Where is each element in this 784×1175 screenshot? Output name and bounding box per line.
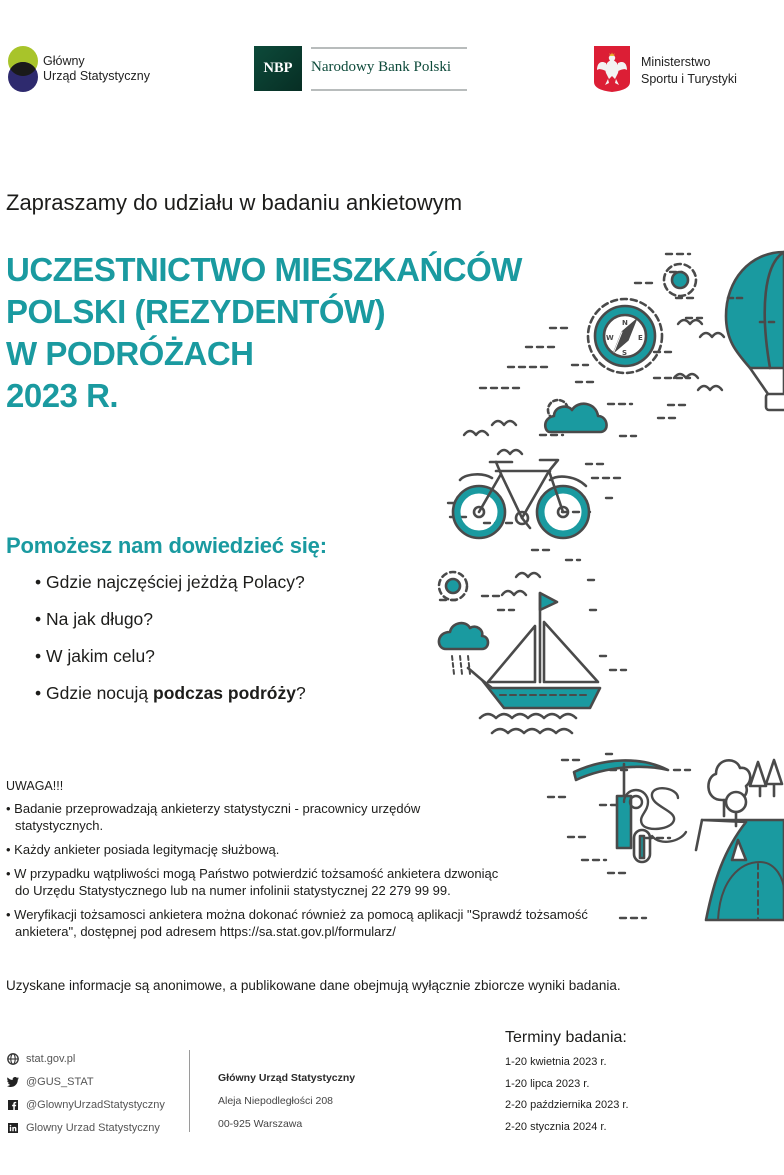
bicycle-icon [453, 460, 589, 538]
contact-text[interactable]: @GUS_STAT [26, 1075, 94, 1088]
address-name: Główny Urząd Statystyczny [218, 1072, 356, 1084]
title-line-2: POLSKI (REZYDENTÓW) [6, 293, 386, 330]
question-item: • Na jak długo? [35, 609, 154, 629]
gus-logo-text [43, 54, 150, 84]
title-line-1: UCZESTNICTWO MIESZKAŃCÓW [6, 251, 522, 288]
polish-eagle-shield-icon [594, 46, 630, 92]
gus-logo [6, 46, 166, 94]
svg-text:S: S [622, 349, 628, 357]
intro-text: Zapraszamy do udziału w badaniu ankietowym [6, 190, 463, 215]
trees-icon [708, 760, 782, 826]
rain-cloud-icon [439, 623, 488, 674]
sun-icon [664, 264, 696, 296]
notice-line: • Weryfikacji tożsamosci ankietera można dokonać również za pomocą aplikacji "Sprawdź tożsamość [6, 907, 588, 922]
notice-line: • W przypadku wątpliwości mogą Państwo potwierdzić tożsamość ankietera dzwoniąc [6, 866, 499, 881]
contact-text[interactable]: Glowny Urzad Statystyczny [26, 1121, 160, 1134]
msit-logo-line1: Ministerstwo [641, 55, 711, 69]
contact-twitter[interactable] [6, 1070, 165, 1093]
help-heading: Pomożesz nam dowiedzieć się: [6, 533, 327, 558]
dash-lines [440, 254, 702, 918]
globe-icon [6, 1052, 19, 1065]
contact-website[interactable] [6, 1047, 165, 1070]
term-date: 1-20 kwietnia 2023 r. [505, 1056, 607, 1068]
nbp-logo-text: Narodowy Bank Polski [311, 59, 451, 75]
gus-logo-line2: Urząd Statystyczny [43, 69, 150, 83]
msit-logo [594, 46, 774, 94]
rope-icon [624, 788, 686, 842]
notice-line: • Badanie przeprowadzają ankieterzy statystyczni - pracownicy urzędów [6, 801, 421, 816]
address-city: 00-925 Warszawa [218, 1118, 303, 1130]
question-bold-text: podczas podróży [153, 683, 296, 703]
svg-text:N: N [622, 319, 628, 327]
pickaxe-icon [574, 760, 668, 848]
gus-logo-line1: Główny [43, 54, 85, 68]
address-block [218, 1072, 355, 1141]
notice-title: UWAGA!!! [6, 779, 64, 793]
nbp-logo-box: NBP [254, 46, 302, 91]
contact-linkedin[interactable] [6, 1116, 165, 1139]
question-text: Gdzie nocują [46, 683, 154, 703]
contact-list [6, 1047, 165, 1139]
question-item: • Gdzie najczęściej jeżdżą Polacy? [35, 572, 305, 592]
title-line-3: W PODRÓŻACH [6, 335, 254, 372]
question-item: • Gdzie nocują podczas podróży? [35, 683, 306, 703]
question-text: Gdzie najczęściej jeżdżą Polacy? [46, 572, 305, 592]
gus-circles-icon [6, 46, 40, 94]
contact-text[interactable]: @GlownyUrzadStatystyczny [26, 1098, 165, 1111]
twitter-icon [6, 1075, 19, 1088]
question-text: W jakim celu? [46, 646, 155, 666]
title-line-4: 2023 R. [6, 377, 119, 414]
term-date: 2-20 stycznia 2024 r. [505, 1120, 607, 1133]
term-date: 1-20 lipca 2023 r. [505, 1077, 590, 1090]
contact-text[interactable]: stat.gov.pl [26, 1052, 76, 1065]
msit-logo-line2: Sportu i Turystyki [641, 72, 737, 86]
address-street: Aleja Niepodległości 208 [218, 1095, 333, 1107]
sailboat-icon [468, 593, 600, 733]
tent-icon [696, 820, 784, 920]
footer-divider [189, 1050, 190, 1132]
privacy-statement: Uzyskane informacje są anonimowe, a publikowane dane obejmują wyłącznie zbiorcze wyniki badania. [6, 978, 621, 993]
terms-list [505, 1056, 629, 1142]
svg-text:E: E [638, 334, 643, 342]
carabiner-icon [634, 830, 650, 862]
notice-line: • Każdy ankieter posiada legitymację służbową. [6, 842, 280, 857]
nbp-bottom-rule [311, 89, 467, 91]
term-date: 2-20 października 2023 r. [505, 1099, 629, 1111]
facebook-icon [6, 1098, 19, 1111]
terms-title: Terminy badania: [505, 1029, 627, 1046]
sun-icon [439, 572, 467, 600]
questions-list [35, 572, 306, 720]
compass-icon [588, 299, 662, 373]
nbp-top-rule [311, 47, 467, 49]
cloud-icon [545, 400, 606, 432]
question-text: Na jak długo? [46, 609, 154, 629]
nbp-logo [254, 46, 469, 93]
hot-air-balloon-icon [726, 252, 784, 410]
question-item: • W jakim celu? [35, 646, 155, 666]
contact-facebook[interactable] [6, 1093, 165, 1116]
notice-line: statystycznych. [15, 818, 104, 833]
notice-line: do Urzędu Statystycznego lub na numer infolinii statystycznej 22 279 99 99. [15, 883, 451, 898]
question-suffix: ? [295, 683, 306, 703]
notice-line: ankietera", dostępnej pod adresem https://sa.stat.gov.pl/formularz/ [15, 924, 396, 939]
msit-logo-text [641, 54, 737, 88]
linkedin-icon [6, 1121, 19, 1134]
svg-text:W: W [606, 334, 614, 342]
travel-illustration [420, 240, 784, 940]
